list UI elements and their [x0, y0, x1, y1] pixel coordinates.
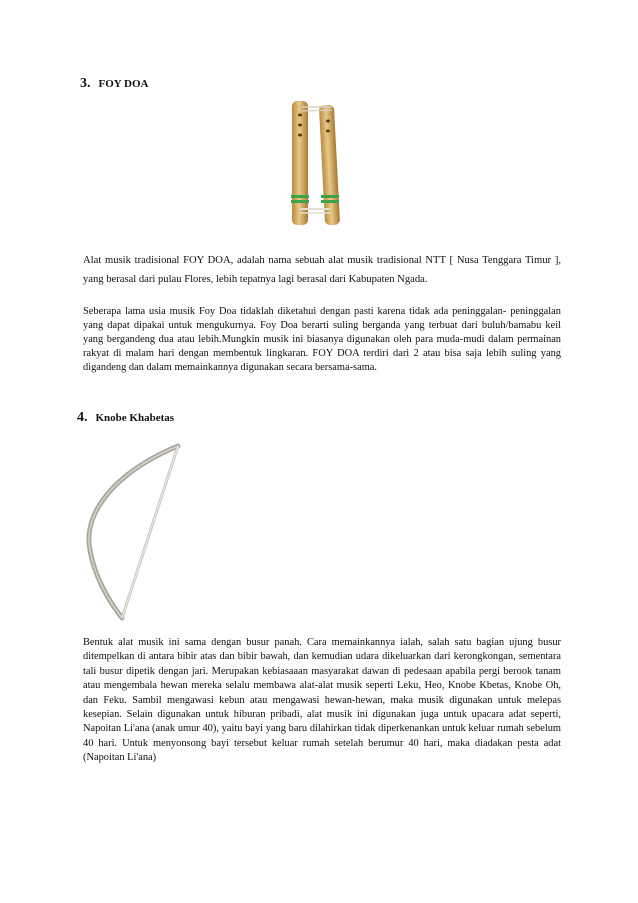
knobe-khabetas-image	[80, 440, 195, 625]
section-title: FOY DOA	[98, 78, 149, 90]
foy-doa-image	[280, 95, 360, 230]
paragraph-intro: Alat musik tradisional FOY DOA, adalah nama sebuah alat musik tradisional NTT [ Nusa Tenggara Timur ], yang berasal dari pulau Flores, lebih tepatnya lagi berasal dari Kabupaten Ngada.	[83, 255, 561, 285]
section-4-heading	[77, 410, 174, 426]
section-number: 3.	[80, 76, 91, 91]
section-3-heading	[80, 76, 149, 92]
section-number: 4.	[77, 410, 88, 425]
section-title: Knobe Khabetas	[95, 412, 175, 424]
paragraph-history: Seberapa lama usia musik Foy Doa tidaklah diketahui dengan pasti karena tidak ada peninggalan- peninggalan yang dapat dipakai untuk mengukurnya. Foy Doa berarti suling berganda yang terbuat dari buluh/bamabu keil yang bergandeng dua atau lebih.Mungkin musik ini biasanya digunakan oleh para muda-mudi dalam permainan rakyat di malam hari dengan membentuk lingkaran. FOY DOA terdiri dari 2 atau bisa saja lebih suling yang digandeng dan dalam memainkannya digunakan secara bersama-sama.	[83, 306, 561, 373]
paragraph-description: Bentuk alat musik ini sama dengan busur panah. Cara memainkannya ialah, salah satu bagian ujung busur ditempelkan di antara bibir atas dan bibir bawah, dan kemudian udara dikeluarkan dari kerongkongan, sementara tali busur dipetik dengan jari. Merupakan kebiasaaan masyarakat dawan di pedesaan apabila pergi berook tanam atau mengembala hewan mereka selalu membawa alat-alat musik seperti Leku, Heo, Knobe Kbetas, Knobe Oh, dan Feku. Sambil mengawasi kebun atau mengawasi hewan-hewan, maka musik digunakan untuk melepas kesepian. Selain digunakan untuk hiburan pribadi, alat musik ini digunakan juga untuk upacara adat seperti, Napoitan Li'ana (anak umur 40), yaitu bayi yang baru dilahirkan tidak diperkenankan untuk keluar rumah sebelum 40 hari. Untuk menyonsong bayi tersebut keluar rumah setelah berumur 40 hari, maka diadakan pesta adat (Napoitan Li'ana)	[83, 637, 561, 764]
